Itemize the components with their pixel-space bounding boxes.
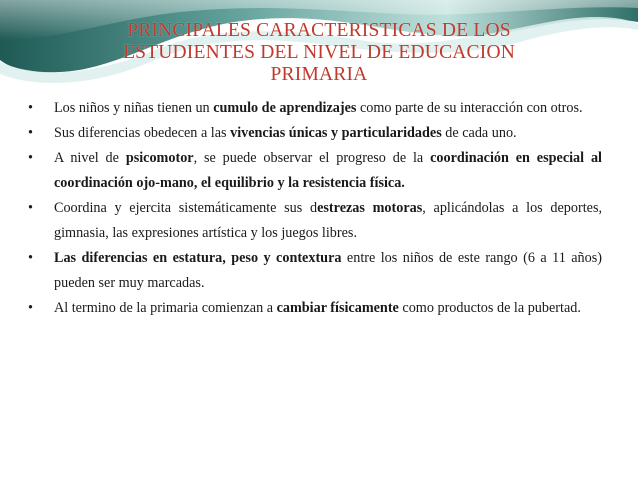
- bullet-text: de cada uno.: [441, 125, 517, 141]
- bullet-emphasis-text: cumulo de aprendizajes: [213, 100, 357, 116]
- bullet-item: [24, 96, 602, 121]
- bullet-emphasis-text: psicomotor: [125, 150, 194, 166]
- bullet-dot-icon: •: [28, 125, 33, 141]
- bullet-text: como parte de su interacción con otros.: [356, 100, 583, 116]
- bullet-dot-icon: •: [28, 100, 33, 116]
- bullet-text: como productos de la pubertad.: [398, 300, 581, 316]
- bullet-text: , se puede observar el progreso de la: [193, 150, 431, 166]
- bullet-dot-icon: •: [28, 300, 33, 316]
- bullet-text: Coordina y ejercita sistemáticamente sus d: [54, 200, 318, 216]
- bullet-emphasis-text: cambiar físicamente: [276, 300, 399, 316]
- bullet-item: [24, 146, 602, 196]
- bullet-emphasis-text: estrezas motoras: [317, 200, 423, 216]
- bullet-item: [24, 121, 602, 146]
- bullet-emphasis-text: Las diferencias en estatura, peso y contextura: [54, 250, 342, 266]
- title-line: ESTUDIENTES DEL NIVEL DE EDUCACION: [122, 42, 516, 63]
- title-line: PRINCIPALES CARACTERISTICAS DE LOS: [127, 20, 511, 41]
- bullet-dot-icon: •: [28, 150, 33, 166]
- bullet-list: [24, 96, 602, 321]
- bullet-emphasis-text: coordinación en especial al coordinación ojo-mano, el equilibrio y la resistencia física.: [54, 150, 602, 191]
- bullet-text: Al termino de la primaria comienzan a: [54, 300, 277, 316]
- bullet-text: entre los niños de este rango (6 a 11 años) pueden ser muy marcadas.: [54, 250, 602, 291]
- bullet-item: [24, 246, 602, 296]
- bullet-dot-icon: •: [28, 250, 33, 266]
- bullet-text: Los niños y niñas tienen un: [54, 100, 214, 116]
- bullet-emphasis-text: vivencias únicas y particularidades: [230, 125, 442, 141]
- bullet-text: Sus diferencias obedecen a las: [54, 125, 231, 141]
- title-line: PRIMARIA: [270, 64, 368, 85]
- bullet-dot-icon: •: [28, 200, 33, 216]
- bullet-text: A nivel de: [54, 150, 126, 166]
- slide-title: [60, 20, 578, 86]
- bullet-text: , aplicándolas a los deportes, gimnasia, las expresiones artística y los juegos libres.: [54, 200, 603, 241]
- bullet-item: [24, 196, 602, 246]
- bullet-item: [24, 296, 602, 321]
